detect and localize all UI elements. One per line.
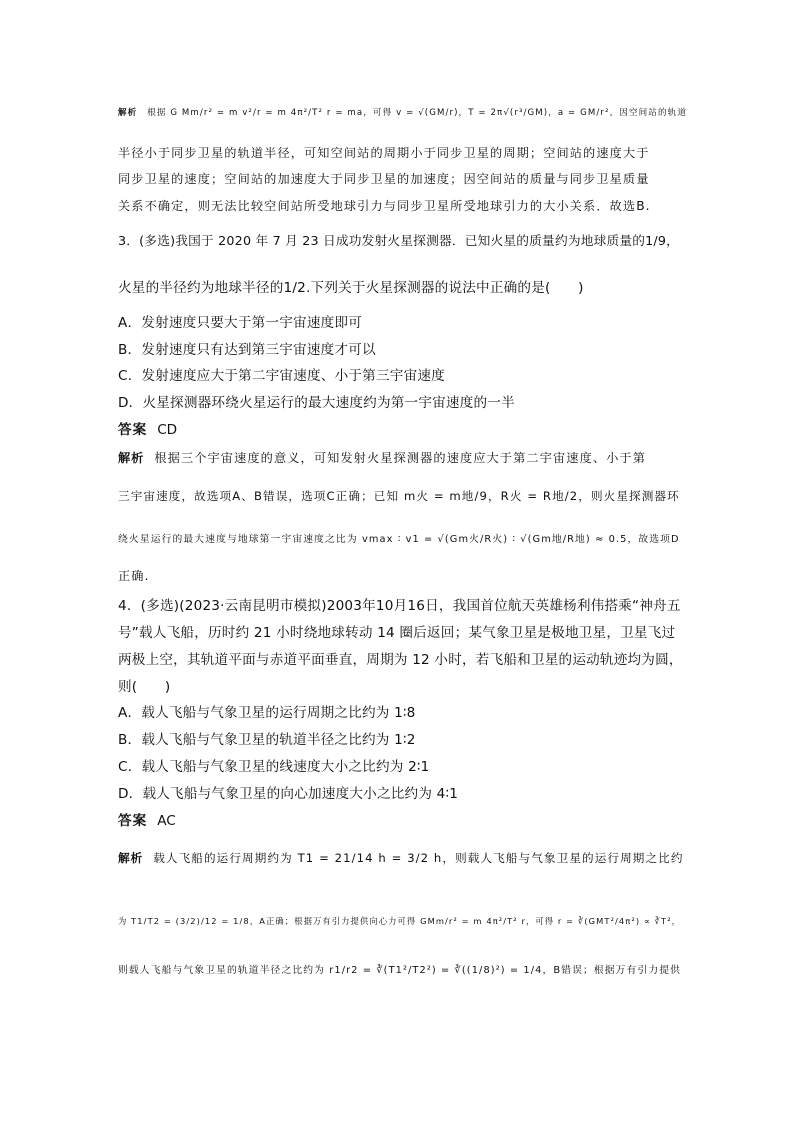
q3-stem-line-2: 火星的半径约为地球半径的1/2.下列关于火星探测器的说法中正确的是( ) [118, 280, 584, 296]
q4-stem-line-1: 4．(多选)(2023·云南昆明市模拟)2003年10月16日，我国首位航天英雄杨利伟搭乘“神舟五 [118, 598, 681, 614]
q4-stem-line-2: 号”载人飞船，历时约 21 小时绕地球转动 14 圈后返回；某气象卫星是极地卫星，卫星飞过 [118, 625, 676, 641]
q2-solution-line-1: 解析 根据 G Mm/r² = m v²/r = m 4π²/T² r = ma，可得 v = √(GM/r)，T = 2π√(r³/GM)，a = GM/r²，因空间站的轨道 [118, 108, 687, 118]
solution-label: 解析 [118, 851, 144, 865]
q4-solution-line-3: 则载人飞船与气象卫星的轨道半径之比约为 r1/r2 = ∛(T1²/T2²) = ∛((1/8)²) = 1/4，B错误；根据万有引力提供 [118, 965, 682, 976]
q4-option-b: B．载人飞船与气象卫星的轨道半径之比约为 1∶2 [118, 732, 416, 748]
answer-value: CD [157, 422, 178, 438]
q3-stem-line-1: 3．(多选)我国于 2020 年 7 月 23 日成功发射火星探测器．已知火星的质量约为地球质量的1/9， [118, 233, 680, 248]
q4-answer [118, 812, 683, 830]
q3-option-c: C．发射速度应大于第二宇宙速度、小于第三宇宙速度 [118, 368, 445, 384]
q4-solution-line-2: 为 T1/T2 = (3/2)/12 = 1/8，A正确；根据万有引力提供向心力可得 GMm/r² = m 4π²/T² r，可得 r = ∛(GMT²/4π²) ∝ ∛T²， [118, 916, 682, 926]
q2-solution-line-2: 半径小于同步卫星的轨道半径，可知空间站的周期小于同步卫星的周期；空间站的速度大于 [118, 146, 650, 160]
q4-option-c: C．载人飞船与气象卫星的线速度大小之比约为 2∶1 [118, 759, 430, 775]
q4-option-a: A．载人飞船与气象卫星的运行周期之比约为 1∶8 [118, 705, 416, 721]
q4-option-d: D．载人飞船与气象卫星的向心加速度大小之比约为 4∶1 [118, 786, 459, 802]
q4-solution-line-1: 解析 载人飞船的运行周期约为 T1 = 21/14 h = 3/2 h，则载人飞船与气象卫星的运行周期之比约 [118, 851, 684, 865]
answer-label: 答案 [118, 422, 148, 438]
q3-solution-line-3: 绕火星运行的最大速度与地球第一宇宙速度之比为 vmax ∶ v1 = √(Gm火/R火) ∶ √(Gm地/R地) ≈ 0.5，故选项D [118, 534, 680, 545]
q3-solution-line-1: 解析 根据三个宇宙速度的意义，可知发射火星探测器的速度应大于第二宇宙速度、小于第 [118, 451, 647, 465]
solution-label: 解析 [118, 451, 145, 465]
q4-stem-line-4: 则( ) [118, 679, 171, 695]
q3-option-b: B．发射速度只有达到第三宇宙速度才可以 [118, 342, 376, 358]
q2-solution-line-3: 同步卫星的速度；空间站的加速度大于同步卫星的加速度；因空间站的质量与同步卫星质量 [118, 172, 650, 186]
q3-option-d: D．火星探测器环绕火星运行的最大速度约为第一宇宙速度的一半 [118, 395, 515, 411]
q3-solution-line-2: 三宇宙速度，故选项A、B错误，选项C正确；已知 m火 = m地/9，R火 = R地/2，则火星探测器环 [118, 489, 680, 503]
answer-label: 答案 [118, 813, 148, 829]
q3-option-a: A．发射速度只要大于第一宇宙速度即可 [118, 315, 362, 331]
answer-value: AC [157, 813, 176, 829]
q3-answer [118, 421, 683, 439]
q3-solution-line-4: 正确. [118, 569, 150, 583]
q2-solution-line-4: 关系不确定，则无法比较空间站所受地球引力与同步卫星所受地球引力的大小关系．故选B. [118, 199, 651, 213]
solution-label: 解析 [118, 108, 138, 118]
q4-stem-line-3: 两极上空，其轨道平面与赤道平面垂直，周期为 12 小时，若飞船和卫星的运动轨迹均为圆， [118, 652, 683, 668]
